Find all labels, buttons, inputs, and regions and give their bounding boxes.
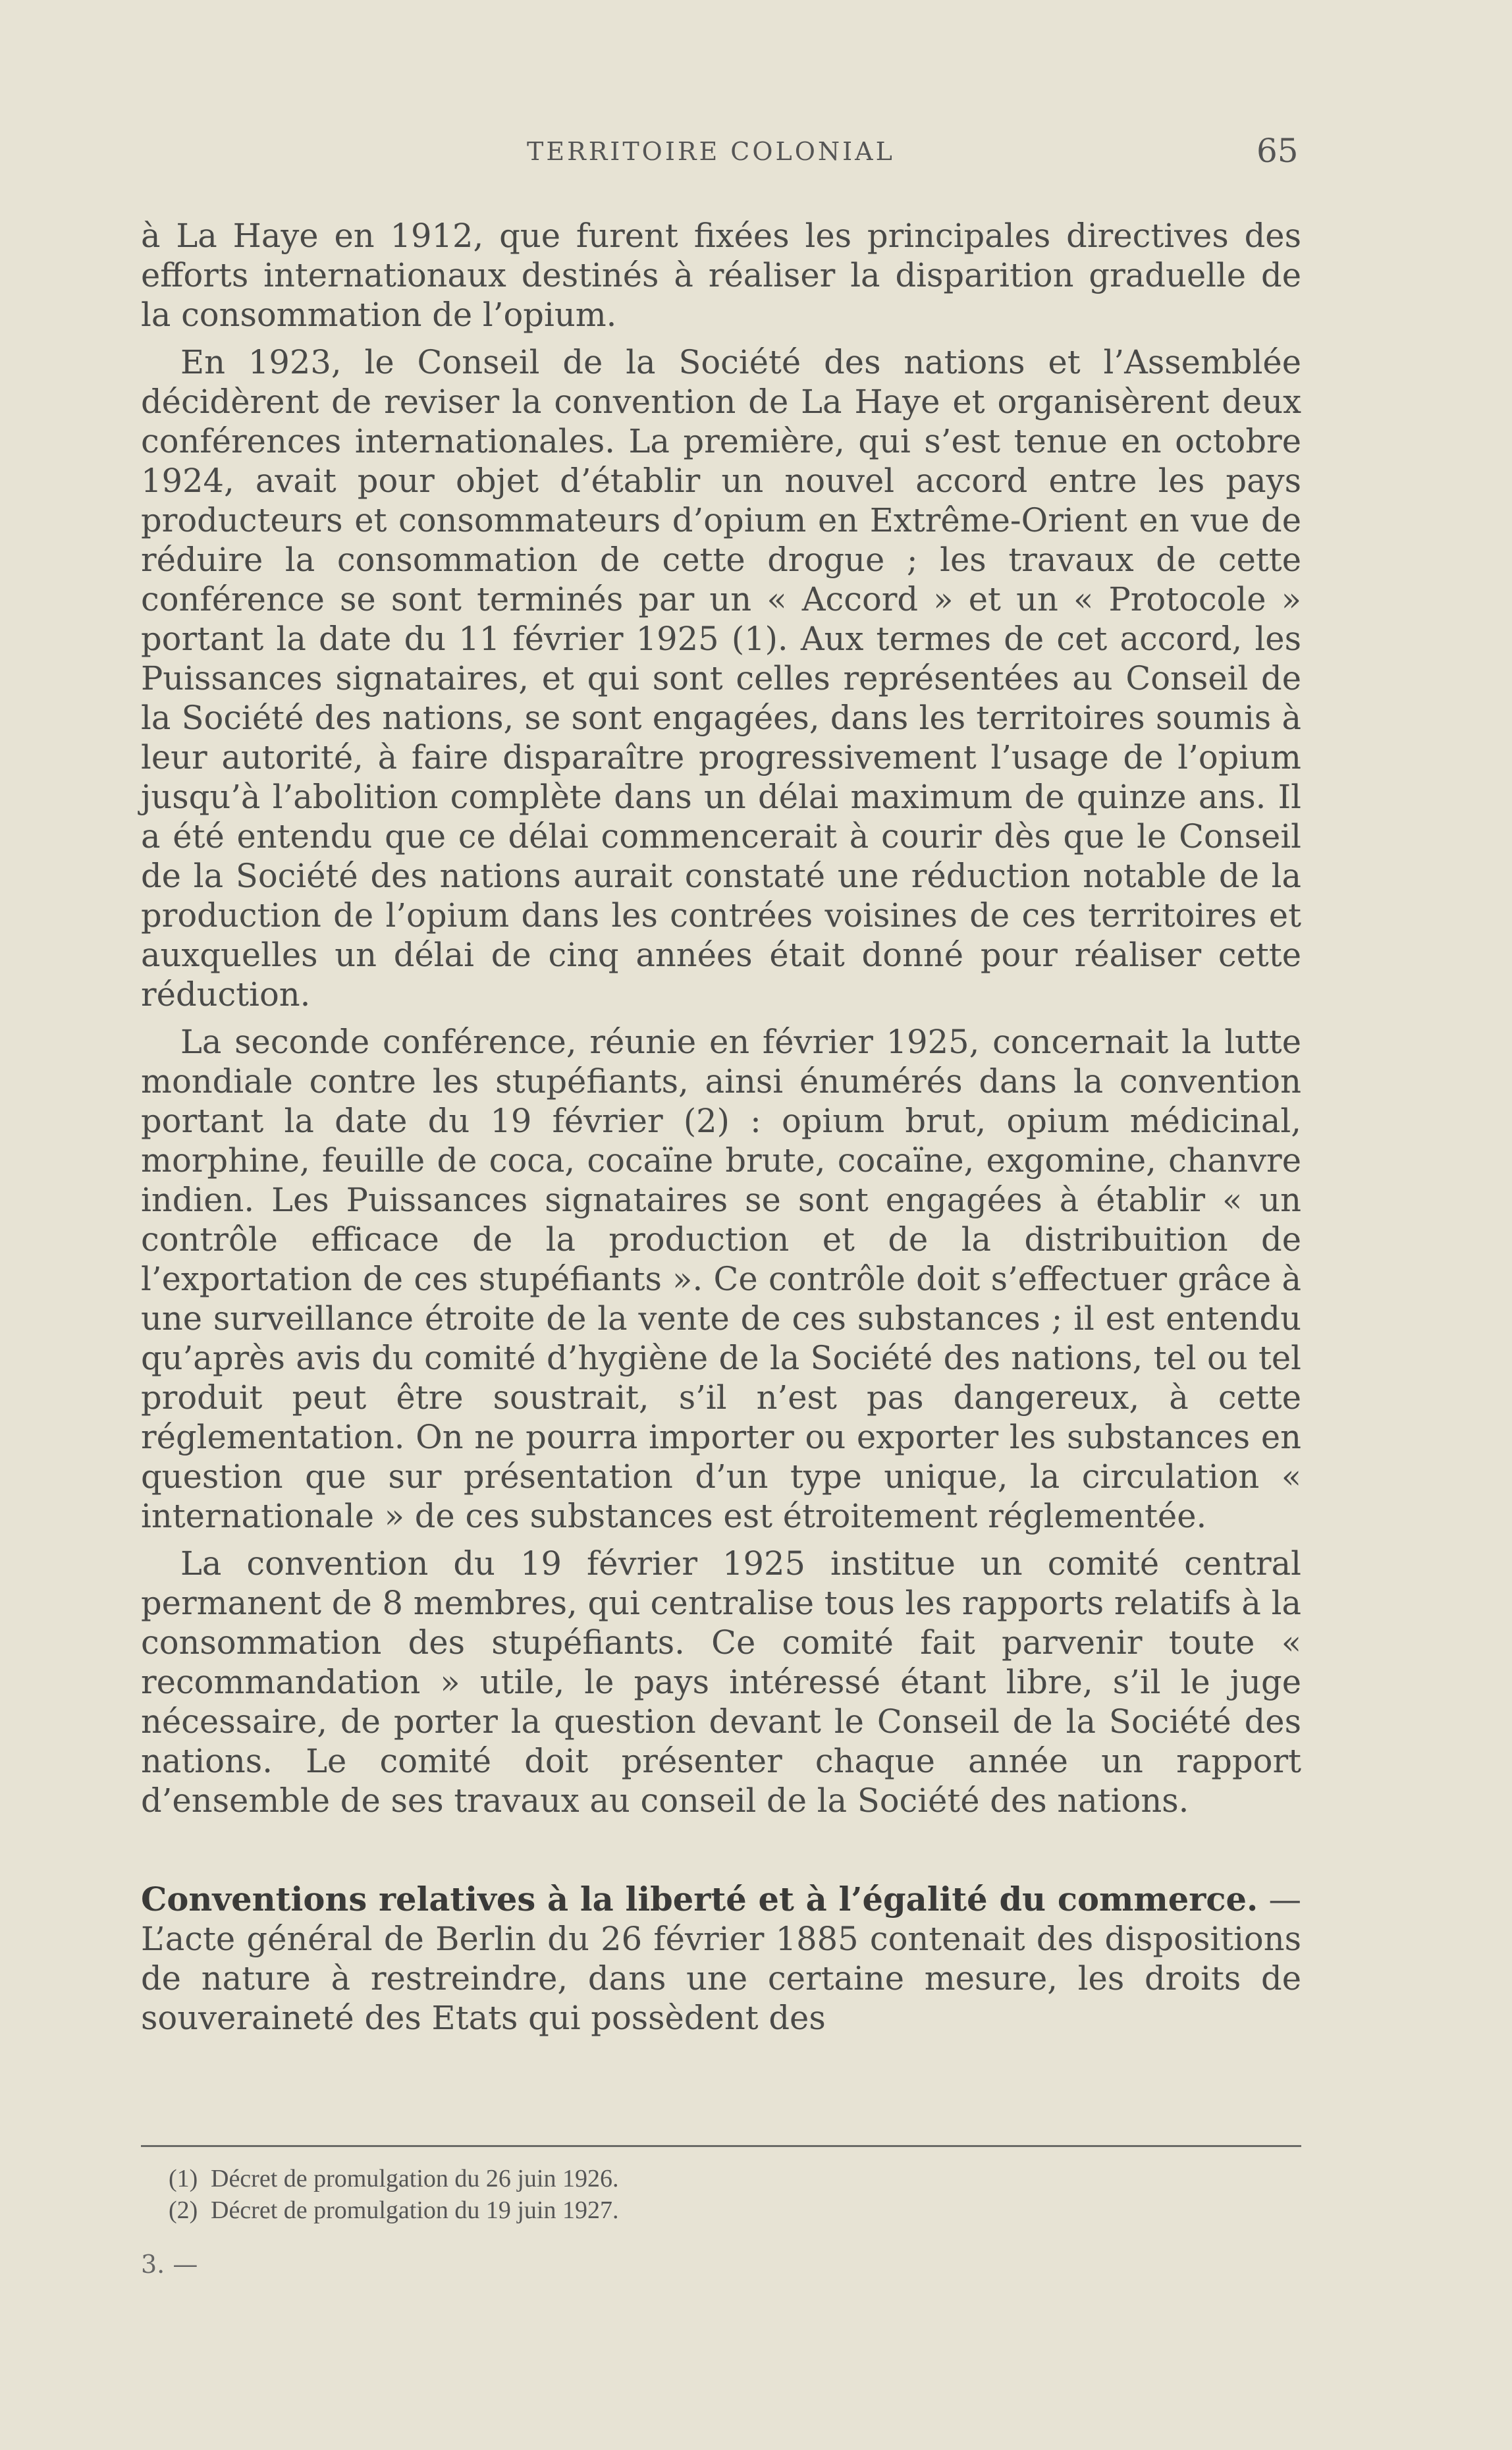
page-number: 65: [1256, 132, 1299, 170]
footnote: [169, 2163, 619, 2194]
signature-mark: 3. —: [141, 2250, 198, 2279]
paragraph-2: En 1923, le Conseil de la Société des nations et l’Assemblée décidèrent de reviser la convention de La Haye et organisèrent deux conférences internationales. La première, qui s’est tenue en octobre 1924, avait pour objet d’établir un nouvel accord entre les pays producteurs et consommateurs d’opium en Extrême-Orient en vue de réduire la consommation de cette drogue ; les travaux de cette conférence se sont terminés par un « Accord » et un « Protocole » portant la date du 11 février 1925 (1). Aux termes de cet accord, les Puissances signataires, et qui sont celles représentées au Conseil de la Société des nations, se sont engagées, dans les territoires soumis à leur autorité, à faire disparaître progressivement l’usage de l’opium jusqu’à l’abolition complète dans un délai maximum de quinze ans. Il a été entendu que ce délai commencerait à courir dès que le Conseil de la Société des nations aurait constaté une réduction notable de la production de l’opium dans les contrées voisines de ces territoires et auxquelles un délai de cinq années était donné pour réaliser cette réduction.: [141, 343, 1301, 1014]
footnote: [169, 2194, 619, 2226]
section-paragraph: [141, 1880, 1301, 2038]
running-head: TERRITOIRE COLONIAL: [527, 137, 895, 166]
section-title: Conventions relatives à la liberté et à l’égalité du commerce.: [141, 1880, 1258, 1919]
footnotes: [169, 2163, 619, 2226]
footnote-rule: [141, 2145, 1301, 2147]
footnote-text: Décret de promulgation du 26 juin 1926.: [211, 2165, 619, 2192]
body-text: [141, 216, 1301, 2046]
paragraph-4: La convention du 19 février 1925 institue un comité central permanent de 8 membres, qui centralise tous les rapports relatifs à la consommation des stupéfiants. Ce comité fait parvenir toute « recommandation » utile, le pays intéressé étant libre, s’il le juge nécessaire, de porter la question devant le Conseil de la Société des nations. Le comité doit présenter chaque année un rapport d’ensemble de ses travaux au conseil de la Société des nations.: [141, 1544, 1301, 1820]
footnote-number: (1): [169, 2165, 198, 2192]
paragraph-1: à La Haye en 1912, que furent fixées les principales directives des efforts internationaux destinés à réaliser la disparition graduelle de la consommation de l’opium.: [141, 217, 1301, 334]
paragraph-3: La seconde conférence, réunie en février 1925, concernait la lutte mondiale contre les stupéfiants, ainsi énumérés dans la convention portant la date du 19 février (2) : opium brut, opium médicinal, morphine, feuille de coca, cocaïne brute, cocaïne, exgomine, chanvre indien. Les Puissances signataires se sont engagées à établir « un contrôle efficace de la production et de la distribuition de l’exportation de ces stupéfiants ». Ce contrôle doit s’effectuer grâce à une surveillance étroite de la vente de ces substances ; il est entendu qu’après avis du comité d’hygiène de la Société des nations, tel ou tel produit peut être soustrait, s’il n’est pas dangereux, à cette réglementation. On ne pourra importer ou exporter les substances en question que sur présentation d’un type unique, la circulation « internationale » de ces substances est étroitement réglementée.: [141, 1023, 1301, 1535]
footnote-number: (2): [169, 2196, 198, 2224]
footnote-text: Décret de promulgation du 19 juin 1927.: [211, 2196, 619, 2224]
section-text: — L’acte général de Berlin du 26 février 1885 contenait des dispositions de nature à restreindre, dans une certaine mesure, les droits de souveraineté des Etats qui possèdent des: [141, 1880, 1301, 2037]
